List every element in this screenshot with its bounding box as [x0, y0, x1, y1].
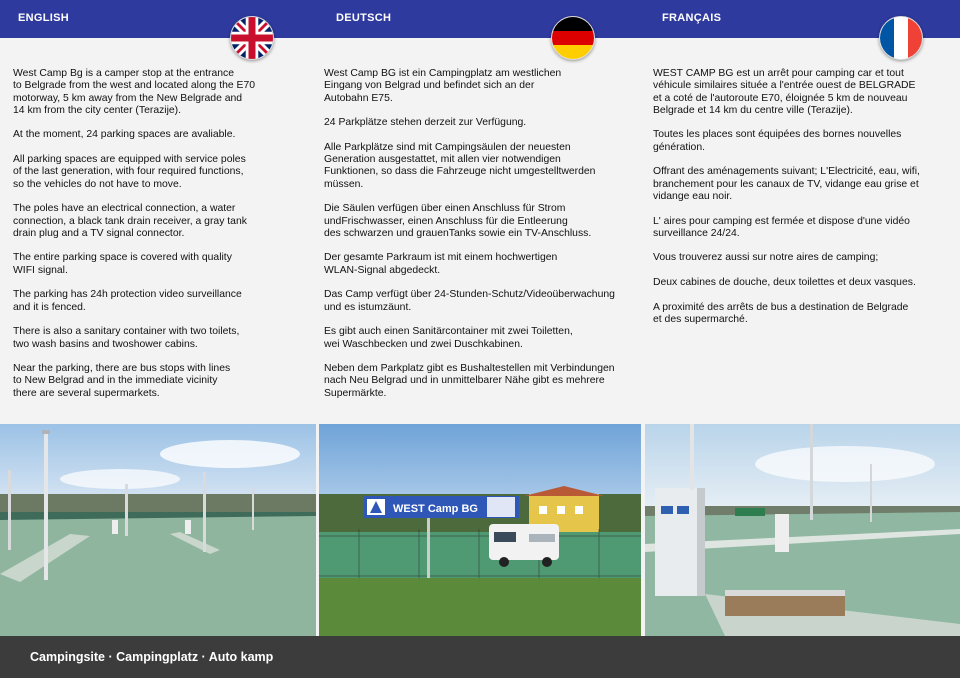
service-pole-photo [645, 424, 960, 636]
deutsch-paragraph-1: West Camp BG ist ein Campingplatz am westlichen Eingang von Belgrad und befindet sich an der Autobahn E75. [324, 68, 562, 104]
francais-label: FRANÇAIS [662, 12, 722, 24]
deutsch-paragraph-4: Die Säulen verfügen über einen Anschluss für Strom undFrischwasser, einen Anschluss für die Entleerung des schwarzen und grauenTanks sowie ein TV-Anschluss. [324, 203, 592, 239]
francais-text-column [653, 68, 953, 339]
deutsch-text-column [324, 68, 644, 412]
english-paragraph-1: West Camp Bg is a camper stop at the entrance to Belgrade from the west and located along the E70 motorway, 5 km away from the New Belgrade and 14 km from the city center (Terazije). [13, 68, 256, 116]
francais-paragraph-4: L' aires pour camping est fermée et dispose d'une vidéo surveillance 24/24. [653, 215, 910, 239]
francais-paragraph-2: Toutes les places sont équipées des bornes nouvelles génération. [653, 129, 902, 153]
english-paragraph-8: Near the parking, there are bus stops with lines to New Belgrad and in the immediate vicinity there are several supermarkets. [13, 363, 231, 399]
francais-paragraph-5: Vous trouverez aussi sur notre aires de camping; [653, 252, 879, 264]
francais-paragraph-6: Deux cabines de douche, deux toilettes et deux vasques. [653, 277, 916, 289]
english-paragraph-7: There is also a sanitary container with two toilets, two wash basins and twoshower cabins. [13, 326, 240, 350]
deutsch-label: DEUTSCH [336, 12, 392, 24]
francais-paragraph-3: Offrant des aménagements suivant; L'Electricité, eau, wifi, branchement pour les canaux de TV, vidange eau grise et vidange eau noir. [653, 166, 920, 202]
footer-text: Campingsite · Campingplatz · Auto kamp [30, 650, 274, 664]
camp-sign-text: WEST Camp BG [393, 503, 478, 515]
france-flag-icon [879, 16, 923, 60]
deutsch-paragraph-7: Es gibt auch einen Sanitärcontainer mit zwei Toiletten, wei Waschbecken und zwei Duschkabinen. [324, 326, 573, 350]
parking-lot-photo [0, 424, 316, 636]
english-text-column [13, 68, 303, 412]
footer-bar [0, 636, 960, 678]
english-label: ENGLISH [18, 12, 69, 24]
germany-flag-icon [551, 16, 595, 60]
deutsch-paragraph-5: Der gesamte Parkraum ist mit einem hochwertigen WLAN-Signal abgedeckt. [324, 252, 558, 276]
english-paragraph-2: At the moment, 24 parking spaces are avaliable. [13, 129, 236, 141]
english-paragraph-4: The poles have an electrical connection, a water connection, a black tank drain receiver, a gray tank drain plug and a TV signal connector. [13, 203, 247, 239]
deutsch-paragraph-8: Neben dem Parkplatz gibt es Bushaltestellen mit Verbindungen nach Neu Belgrad und in unmittelbarer Nähe gibt es mehrere Supermärkte. [324, 363, 615, 399]
english-paragraph-6: The parking has 24h protection video surveillance and it is fenced. [13, 289, 242, 313]
francais-paragraph-1: WEST CAMP BG est un arrêt pour camping car et tout véhicule similaires située a l'entrée ouest de BELGRADE et a coté de l'autoroute E70, éloignée 5 km de nouveau Belgrade et 14 km du centre ville (Terazije). [653, 68, 916, 116]
deutsch-paragraph-6: Das Camp verfügt über 24-Stunden-Schutz/Videoüberwachung und es istumzäunt. [324, 289, 615, 313]
deutsch-paragraph-2: 24 Parkplätze stehen derzeit zur Verfügung. [324, 117, 527, 129]
camp-sign-photo [319, 424, 641, 636]
english-paragraph-3: All parking spaces are equipped with service poles of the last generation, with four required functions, so the vehicles do not have to move. [13, 154, 246, 190]
uk-flag-icon [230, 16, 274, 60]
francais-paragraph-7: A proximité des arrêts de bus a destination de Belgrade et des supermarché. [653, 301, 909, 325]
english-paragraph-5: The entire parking space is covered with quality WIFI signal. [13, 252, 232, 276]
header-bar [0, 0, 960, 38]
deutsch-paragraph-3: Alle Parkplätze sind mit Campingsäulen der neuesten Generation ausgestattet, mit allen vier notwendigen Funktionen, so dass die Fahrzeuge nicht umgestelltwerden müssen. [324, 141, 596, 190]
